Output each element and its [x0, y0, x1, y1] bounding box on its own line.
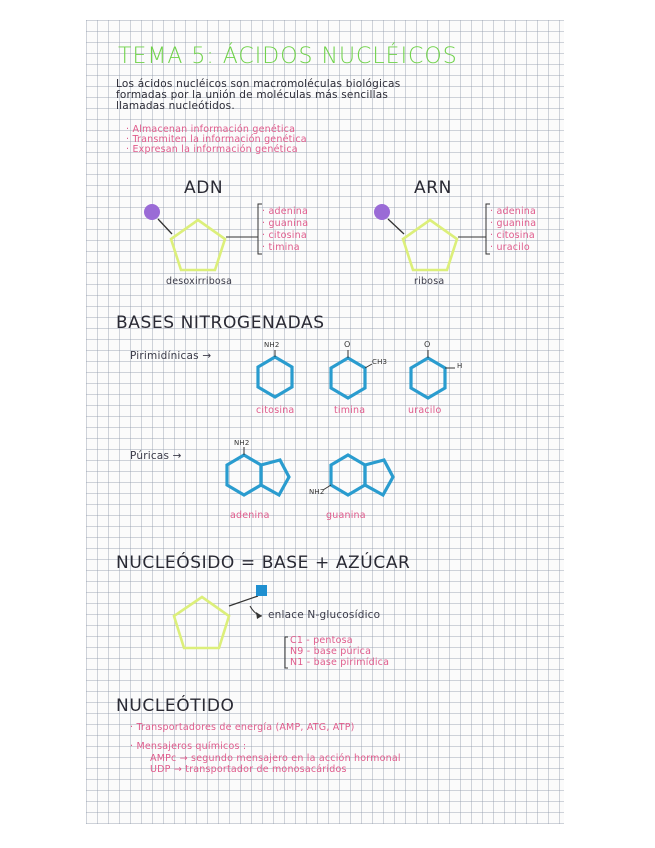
nucleosido-heading: NUCLEÓSIDO = BASE + AZÚCAR: [116, 553, 411, 573]
pentose-pentagon-icon: [403, 220, 457, 270]
pyrimidine-rings: [258, 357, 445, 398]
nucleotido-sub-2: UDP → transportador de monosacáridos: [150, 764, 347, 775]
adenina-ring5-icon: [261, 460, 289, 495]
note-c1: C1 - pentosa: [290, 635, 353, 646]
arn-base-1: · adenina: [490, 206, 537, 217]
timina-label: timina: [334, 405, 366, 416]
adn-heading: ADN: [184, 178, 224, 198]
bases-heading: BASES NITROGENADAS: [116, 313, 325, 333]
function-3: · Expresan la información genética: [126, 144, 298, 155]
guanina-label: guanina: [326, 510, 366, 521]
puricas-label: Púricas →: [130, 450, 182, 462]
citosina-label: citosina: [256, 405, 295, 416]
adenina-nh2: NH2: [234, 439, 250, 447]
intro-line-3: llamadas nucleótidos.: [116, 100, 235, 112]
citosina-nh2: NH2: [264, 341, 280, 349]
adn-base-3: · citosina: [262, 230, 307, 241]
phosphate-icon: [144, 204, 160, 220]
uracilo-h: H: [457, 362, 463, 370]
page-title: TEMA 5: ÁCIDOS NUCLÉICOS: [118, 44, 458, 69]
arn-base-4: · uracilo: [490, 242, 530, 253]
function-2: · Transmiten la información genética: [126, 134, 307, 145]
intro-line-2: formadas por la unión de moléculas más sencillas: [116, 89, 389, 101]
adn-base-4: · timina: [262, 242, 300, 253]
adn-base-1: · adenina: [262, 206, 309, 217]
base-square-icon: [256, 585, 267, 596]
uracilo-label: uracilo: [408, 405, 442, 416]
note-n9: N9 - base púrica: [290, 646, 372, 657]
uracilo-ring-icon: [411, 358, 445, 398]
timina-ring-icon: [331, 358, 365, 398]
pirimidinicas-label: Pirimidínicas →: [130, 350, 212, 362]
phosphate-icon: [374, 204, 390, 220]
adenina-label: adenina: [230, 510, 270, 521]
citosina-ring-icon: [258, 357, 292, 397]
arn-molecule: [374, 204, 490, 270]
pentose-pentagon-icon: [171, 220, 225, 270]
uracilo-o: O: [424, 340, 431, 349]
timina-ch3: CH3: [372, 358, 388, 366]
nucleotido-sub-1: AMPc → segundo mensajero en la acción hormonal: [150, 753, 401, 764]
adn-base-2: · guanina: [262, 218, 309, 229]
nucleotido-item-2: · Mensajeros químicos :: [130, 741, 247, 752]
arn-base-2: · guanina: [490, 218, 537, 229]
arn-sugar-label: ribosa: [414, 276, 445, 287]
nucleotido-item-1: · Transportadores de energía (AMP, ATG, ATP): [130, 722, 355, 733]
nucleosido-pentagon-icon: [174, 597, 229, 648]
nucleotido-heading: NUCLEÓTIDO: [116, 696, 235, 716]
guanina-ring-icon: [331, 455, 365, 495]
intro-line-1: Los ácidos nucléicos son macromoléculas biológicas: [116, 78, 401, 90]
adenina-ring-icon: [227, 455, 261, 495]
guanina-nh2: NH2: [309, 488, 325, 496]
guanina-ring5-icon: [365, 460, 393, 495]
timina-o: O: [344, 340, 351, 349]
arn-base-3: · citosina: [490, 230, 535, 241]
arn-heading: ARN: [414, 178, 452, 198]
adn-sugar-label: desoxirribosa: [166, 276, 233, 287]
note-n1: N1 - base pirimídica: [290, 657, 390, 668]
adn-molecule: [144, 204, 262, 270]
bond-label: enlace N-glucosídico: [268, 609, 381, 621]
function-1: · Almacenan información genética: [126, 124, 296, 135]
